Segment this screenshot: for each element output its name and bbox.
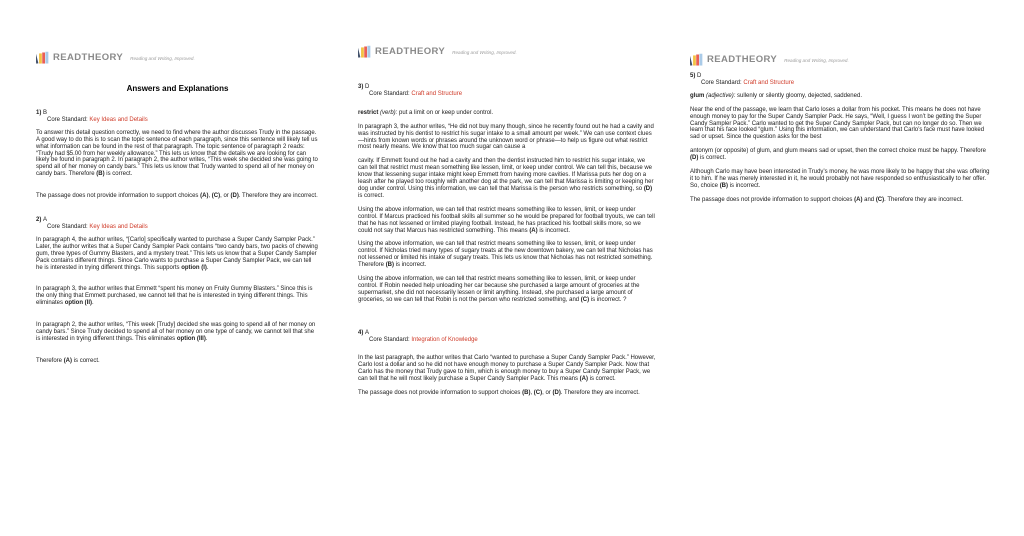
text-run: The passage does not provide information to support choices: [36, 193, 201, 200]
text-run: Using the above information, we can tell that restrict means something like to lessen, limit, or keep under control. If Nicholas tried many types of sugary treats at the new downtown bakery, we can tell that Nicholas has not lessened or limited his intake of sugary treats. This lets us know that Nicholas has not restricted something. Therefore: [358, 241, 655, 269]
text-run: Near the end of the passage, we learn that Carlo loses a dollar from his pocket. This means he does not have enough money to pay for the Super Candy Sampler Pack. He says, “Well, I guess I won’t be getting the Super Candy Sampler Pack.” Carlo wanted to get the Super Candy Sampler Pack, but can no longer do so. Then we learn that his face looked “glum.” Using this information, we can understand that Carlo’s face must have looked sad or upset. Since the question asks for the best: [690, 106, 986, 141]
question-number: 4): [358, 329, 366, 336]
text-run: .: [92, 300, 94, 307]
paragraph: [36, 286, 319, 307]
text-run: (C): [533, 390, 543, 397]
text-run: . Therefore they are incorrect.: [238, 193, 318, 200]
core-standard-value: Craft and Structure: [743, 79, 795, 86]
text-run: antonym (or opposite) of glum, and glum means sad or upset, then the correct choice must be happy. Therefore: [690, 148, 988, 155]
text-run: (B): [385, 262, 395, 269]
paragraph: [36, 193, 319, 200]
text-run: put a limit on or keep under control.: [397, 109, 494, 116]
paragraph: [690, 169, 990, 190]
question-number: 1): [36, 110, 44, 116]
text-run: is incorrect. ?: [589, 296, 627, 303]
text-run: option (III): [176, 335, 206, 342]
text-run: (B): [96, 171, 105, 178]
text-run: To answer this detail question correctly, we need to find where the author discusses Trudy in the passage. A good way to do this is to scan the topic sentence of each paragraph, since this sentence will likely tell us what information can be found in the rest of that paragraph. The topic sentence of paragraph 2 reads: “Trudy had $5.00 from her weekly allowance.” This lets us know that the details we are looking for can likely be found in paragraph 2. In paragraph 2, the author writes, “This week she decided she was going to spend all of her money on candy bars.” This lets us know that Trudy wanted to spend all of her money on candy bars. Therefore: [36, 129, 320, 178]
question-header: [690, 73, 990, 87]
text-run: Although Carlo may have been interested in Trudy’s money, he was more likely to be happy that she was offering it to him. If he was merely interested in it, he would probably not have responded so enthusiastically to her offer. So, choice: [690, 169, 992, 189]
question-number-and-answer: [358, 330, 656, 337]
question-number: 2): [36, 217, 44, 224]
answer-letter: D: [697, 73, 702, 79]
text-run: (D): [690, 155, 699, 162]
question-number-and-answer: [358, 84, 656, 91]
question-number-and-answer: [36, 217, 319, 224]
text-run: sullenly or silently gloomy, dejected, saddened.: [735, 92, 862, 99]
question-number: 3): [358, 84, 366, 90]
text-run: restrict: [358, 109, 379, 116]
text-run: cavity. If Emmett found out he had a cavity and then the dentist instructed him to restrict his sugar intake, we can tell that restrict must mean something like lessen, limit, or keep under control. We can tell this, because we know that lessening sugar intake might keep Emmett from having more cavities. If Marissa puts her dog on a leash after he played too roughly with another dog at the park, we can tell that Marissa is limiting or keeping her dog under control. Using this information, we can tell that Marissa is the person who restricts something, so: [358, 158, 656, 192]
brand-name: READTHEORY: [53, 51, 124, 63]
core-standard-value: Key Ideas and Details: [89, 116, 148, 123]
text-run: glum: [690, 92, 705, 99]
text-run: (D): [643, 185, 653, 192]
text-run: , or: [542, 390, 553, 397]
page-3-content: [690, 52, 990, 211]
page-1-content: [36, 50, 319, 380]
text-run: is incorrect.: [394, 262, 427, 269]
text-run: and: [862, 196, 876, 203]
brand-logo: [36, 50, 319, 64]
text-run: (C): [211, 193, 221, 200]
paragraph: [358, 110, 656, 117]
question-number-and-answer: [36, 110, 319, 117]
text-run: is correct.: [104, 171, 133, 178]
paragraph: [690, 107, 990, 142]
question-header: [358, 84, 656, 98]
brand-logo: [690, 52, 990, 66]
page-1-blocks: [36, 84, 319, 365]
answer-letter: A: [365, 329, 370, 336]
answer-sheet-page-1: [0, 0, 341, 536]
books-icon: [690, 53, 703, 66]
paragraph: [358, 276, 656, 304]
brand-tagline: Reading and Writing, Improved.: [784, 57, 849, 63]
text-run: is correct.: [588, 376, 616, 383]
page-2-content: [358, 44, 656, 404]
text-run: option (II): [64, 300, 93, 307]
text-run: In paragraph 2, the author writes, “This week [Trudy] decided she was going to spend all of her money on candy bars.” Since Trudy decided to spend all of her money on one type of candy, we cannot tell that she is interested in trying different things. This eliminates: [36, 322, 317, 342]
question-header: [36, 110, 319, 124]
text-run: (C): [875, 196, 885, 203]
core-standard-value: Key Ideas and Details: [89, 223, 148, 230]
question-number: 5): [690, 73, 698, 79]
paragraph: [358, 355, 656, 383]
paragraph: [690, 148, 990, 162]
brand-name: READTHEORY: [707, 53, 778, 65]
text-run: .: [205, 335, 208, 342]
paragraph: [36, 358, 319, 365]
page-3-blocks: [690, 73, 990, 204]
books-icon: [358, 45, 371, 58]
brand-tagline: Reading and Writing, Improved.: [130, 55, 195, 61]
core-standard-line: [36, 224, 319, 231]
page-title: Answers and Explanations: [126, 84, 229, 93]
text-run: (A): [579, 376, 589, 383]
text-run: In paragraph 3, the author writes that Emmett “spent his money on Fruity Gummy Blasters.” Since this is the only thing that Emmett purchased, we cannot tell that he is interested in trying different things. This eliminates: [36, 286, 315, 307]
core-standard-label: Core Standard:: [47, 116, 90, 123]
paragraph: [36, 322, 319, 343]
paragraph: [358, 124, 656, 152]
answer-letter: B: [43, 110, 48, 116]
text-run: , or: [220, 193, 231, 200]
text-run: In the last paragraph, the author writes that Carlo “wanted to purchase a Super Candy Sampler Pack.” However, Carlo lost a dollar and so he did not have enough money to purchase a Super Candy Sampler Pack. Now that Carlo has the money that Trudy gave to him, which is enough money to buy a Super Candy Sampler Pack, we can tell that he will most likely purchase a Super Candy Sampler Pack. This means: [358, 355, 658, 383]
paragraph: [358, 158, 656, 199]
paragraph: [36, 237, 319, 272]
answer-letter: A: [43, 217, 48, 224]
text-run: (adjective):: [704, 92, 736, 99]
text-run: (verb):: [378, 109, 398, 116]
core-standard-line: [358, 91, 656, 98]
core-standard-line: [36, 117, 319, 124]
text-run: (C): [580, 296, 590, 303]
paragraph: [690, 197, 990, 204]
text-run: In paragraph 3, the author writes, “He did not buy many though, since he recently found out he had a cavity and was instructed by his dentist to restrict his sugar intake to a small amount per week.” We can use context clues—hints from known words or phrases around the unknown word or phrase—to help us figure out what restrict most nearly means. We know that too much sugar can cause a: [358, 123, 656, 151]
paragraph: [358, 390, 656, 397]
text-run: is incorrect.: [537, 227, 570, 234]
answer-letter: D: [365, 84, 370, 90]
books-icon: [36, 51, 49, 64]
answer-sheet-page-2: [341, 0, 682, 536]
text-run: .: [206, 264, 209, 271]
core-standard-label: Core Standard:: [701, 79, 744, 86]
paragraph: [358, 207, 656, 235]
text-run: (A): [854, 196, 863, 203]
text-run: ,: [530, 390, 534, 397]
text-run: (D): [230, 193, 239, 200]
question-number-and-answer: [690, 73, 990, 80]
text-run: Therefore: [36, 357, 64, 364]
paragraph: [690, 93, 990, 100]
brand-name: READTHEORY: [375, 45, 446, 57]
core-standard-line: [690, 80, 990, 87]
text-run: is correct.: [698, 155, 727, 162]
answer-sheet-page-3: [682, 0, 1024, 536]
text-run: . Therefore they are incorrect.: [884, 196, 964, 203]
text-run: option (I): [181, 264, 207, 271]
text-run: (A): [529, 227, 538, 234]
core-standard-value: Integration of Knowledge: [411, 336, 478, 343]
text-run: is correct.: [358, 185, 654, 199]
core-standard-label: Core Standard:: [369, 336, 412, 343]
core-standard-label: Core Standard:: [47, 223, 90, 230]
question-header: [358, 330, 656, 344]
text-run: (B): [719, 182, 729, 189]
brand-tagline: Reading and Writing, Improved.: [452, 49, 517, 55]
paragraph: [36, 130, 319, 178]
text-run: (A): [200, 193, 209, 200]
paragraph: [358, 241, 656, 269]
text-run: In paragraph 4, the author writes, “[Carlo] specifically wanted to purchase a Super Candy Sampler Pack.” Later, the author writes that a Super Candy Sampler Pack contains “two candy bars, two packs of chewing gum, three types of Gummy Blasters, and a mystery treat.” This lets us know that a Super Candy Sampler Pack contains different things. Since Carlo wants to purchase a Super Candy Sampler Pack, we can tell he is interested in trying different things. This supports: [36, 236, 320, 271]
text-run: (A): [63, 357, 73, 364]
text-run: is correct.: [72, 357, 100, 364]
brand-logo: [358, 44, 656, 58]
core-standard-label: Core Standard:: [369, 90, 412, 97]
text-run: is incorrect.: [728, 182, 761, 189]
text-run: (D): [552, 390, 561, 397]
text-run: The passage does not provide information to support choices: [690, 196, 855, 203]
text-run: Using the above information, we can tell that restrict means something like to lessen, limit, or keep under control. If Marcus practiced his football skills all summer so he would be prepared for football tryouts, we can tell that he has not lessened or limited playing football. Instead, he has practiced his football skills more, so we could not say that Marcus has restricted something. This means: [358, 206, 657, 234]
text-run: . Therefore they are incorrect.: [560, 390, 640, 397]
page-2-blocks: [358, 84, 656, 397]
core-standard-value: Craft and Structure: [411, 90, 463, 97]
text-run: (B): [522, 390, 531, 397]
text-run: Using the above information, we can tell that restrict means something like to lessen, limit, or keep under control. If Robin needed help unloading her car because she purchased a large amount of groceries at the supermarket, she did not necessarily lessen or limit anything. Instead, she purchased a large amount of groceries, so we can tell that Robin is not the person who restricted something, and: [358, 276, 642, 303]
text-run: ,: [208, 193, 212, 200]
question-header: [36, 217, 319, 231]
core-standard-line: [358, 337, 656, 344]
text-run: The passage does not provide information to support choices: [358, 390, 523, 397]
